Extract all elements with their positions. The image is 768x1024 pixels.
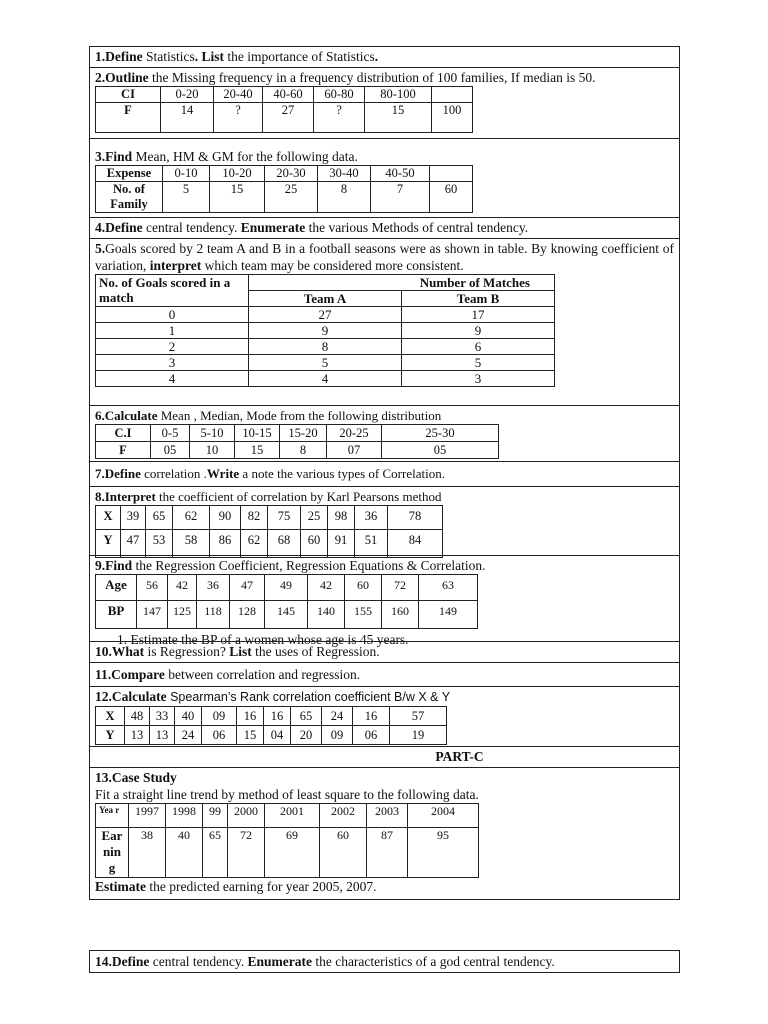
table-cell: 147 (137, 601, 168, 629)
table-cell: 48 (125, 707, 150, 726)
table-row (96, 575, 478, 601)
table-cell: 65 (203, 828, 228, 878)
table-cell: 78 (388, 506, 443, 530)
q-verb: Find (105, 149, 133, 164)
question-5 (89, 238, 680, 406)
table-cell: 95 (408, 828, 479, 878)
table-cell: 07 (327, 442, 382, 459)
table-cell: 16 (237, 707, 264, 726)
table-cell: 62 (173, 506, 210, 530)
question-2 (89, 67, 680, 139)
table-cell: 7 (371, 182, 430, 213)
table-cell: 5 (249, 355, 402, 371)
q-text: Mean , Median, Mode from the following distribution (157, 408, 442, 423)
q-number: 12. (95, 689, 112, 704)
table-cell: 1 (96, 323, 249, 339)
table-row (96, 355, 555, 371)
trend-table (95, 803, 479, 878)
q-text: central tendency. (142, 220, 241, 235)
q-number: 4. (95, 220, 106, 235)
table-header: Team A (249, 291, 402, 307)
table-cell: F (96, 442, 151, 459)
table-cell: 40-60 (263, 87, 314, 103)
table-cell: 3 (96, 355, 249, 371)
spearman-table (95, 706, 447, 745)
table-row (96, 425, 499, 442)
q-text: the Regression Coefficient, Regression Equations & Correlation. (132, 558, 486, 573)
q-text: the importance of Statistics (224, 49, 375, 64)
q-number: 3. (95, 149, 106, 164)
q-verb: Define (105, 49, 143, 64)
table-cell: 14 (161, 103, 214, 133)
table-cell: 13 (125, 726, 150, 745)
table-row (96, 828, 479, 878)
table-cell: 15 (235, 442, 280, 459)
question-13 (89, 767, 680, 900)
table-cell: 49 (265, 575, 308, 601)
table-cell: 42 (168, 575, 197, 601)
q-verb: List (198, 49, 225, 64)
q-number: 6. (95, 408, 105, 423)
table-cell: 40-50 (371, 166, 430, 182)
table-cell: Yea r (96, 804, 129, 828)
q-number: 11. (95, 667, 112, 682)
table-cell: 10-15 (235, 425, 280, 442)
table-cell: 24 (175, 726, 202, 745)
q-text: is Regression? (144, 644, 230, 659)
table-cell: 6 (402, 339, 555, 355)
table-cell: 90 (210, 506, 241, 530)
distribution-table (95, 424, 499, 459)
table-cell: 16 (264, 707, 291, 726)
table-row (96, 726, 447, 745)
table-cell: CI (96, 87, 161, 103)
table-cell: 160 (382, 601, 419, 629)
expense-table (95, 165, 473, 213)
table-cell: 9 (402, 323, 555, 339)
table-row (96, 103, 473, 133)
table-cell: 20-30 (265, 166, 318, 182)
table-cell: 19 (390, 726, 447, 745)
table-row (96, 307, 555, 323)
table-row (96, 804, 479, 828)
table-cell: 25 (301, 506, 328, 530)
q-verb: Define (111, 954, 150, 969)
q-number: 13. (95, 770, 112, 785)
table-row (96, 530, 443, 558)
table-cell: 10 (190, 442, 235, 459)
pearson-table (95, 505, 443, 558)
q-text: the various Methods of central tendency. (305, 220, 529, 235)
table-cell: 2004 (408, 804, 479, 828)
q-verb: Calculate (104, 408, 158, 423)
q-punct: . (374, 49, 379, 64)
table-cell: 149 (419, 601, 478, 629)
question-3 (89, 138, 680, 218)
table-cell: 68 (268, 530, 301, 558)
table-cell: 25 (265, 182, 318, 213)
table-cell: 15 (237, 726, 264, 745)
table-cell: X (96, 707, 125, 726)
table-cell: Expense (96, 166, 163, 182)
q-punct: . (194, 49, 199, 64)
q-text: between correlation and regression. (164, 667, 361, 682)
q-number: 9. (95, 558, 106, 573)
table-cell: 87 (367, 828, 408, 878)
question-4 (89, 217, 680, 239)
table-cell: 91 (328, 530, 355, 558)
table-cell: 47 (121, 530, 146, 558)
table-cell: 5 (402, 355, 555, 371)
table-cell: 2000 (228, 804, 265, 828)
section-title: PART-C (435, 749, 484, 764)
question-6 (89, 405, 680, 462)
q-number: 8. (95, 489, 105, 504)
table-cell: 1997 (129, 804, 166, 828)
table-cell: 58 (173, 530, 210, 558)
table-row (96, 707, 447, 726)
table-cell: 1998 (166, 804, 203, 828)
table-cell: 20-40 (214, 87, 263, 103)
q-text: the Missing frequency in a frequency distribution of 100 families, If median is 50. (148, 70, 596, 85)
sub-question: 1. Estimate the BP of a women whose age is 45 years. (117, 632, 409, 647)
table-cell: Ear nin g (96, 828, 129, 878)
table-cell: 84 (388, 530, 443, 558)
table-cell: 20 (291, 726, 322, 745)
table-cell: 09 (322, 726, 353, 745)
table-cell: 0 (96, 307, 249, 323)
table-row (96, 166, 473, 182)
table-cell: No. of Family (96, 182, 163, 213)
q-number: 7. (95, 466, 105, 481)
q-title: Case Study (111, 770, 177, 785)
table-cell: Y (96, 530, 121, 558)
table-cell: 125 (168, 601, 197, 629)
table-cell: 128 (230, 601, 265, 629)
q-verb: Estimate (95, 879, 146, 894)
table-cell: 5 (163, 182, 210, 213)
table-cell: 20-25 (327, 425, 382, 442)
table-cell: ? (214, 103, 263, 133)
table-cell: 0-5 (151, 425, 190, 442)
q-verb: Outline (105, 70, 149, 85)
table-cell: 62 (241, 530, 268, 558)
table-cell: 9 (249, 323, 402, 339)
table-cell: 60 (345, 575, 382, 601)
table-row (96, 182, 473, 213)
frequency-table (95, 86, 473, 133)
table-cell: 69 (265, 828, 320, 878)
table-cell: X (96, 506, 121, 530)
table-row (96, 87, 473, 103)
q-number: 5. (95, 241, 106, 256)
question-14 (89, 950, 680, 973)
q-verb: Calculate (111, 689, 167, 704)
question-8 (89, 486, 680, 556)
question-10 (89, 641, 680, 663)
table-cell: 2003 (367, 804, 408, 828)
table-cell: 118 (197, 601, 230, 629)
q-verb: List (229, 644, 252, 659)
table-cell: 65 (146, 506, 173, 530)
table-cell: 60 (301, 530, 328, 558)
table-cell: Age (96, 575, 137, 601)
table-cell: 39 (121, 506, 146, 530)
q-text: the predicted earning for year 2005, 2007. (146, 879, 377, 894)
table-cell: 3 (402, 371, 555, 387)
table-cell: 51 (355, 530, 388, 558)
table-row (96, 323, 555, 339)
q-text: the coefficient of correlation by Karl Pearsons method (155, 489, 442, 504)
table-cell: 2002 (320, 804, 367, 828)
q-text: Statistics (142, 49, 195, 64)
table-cell: 36 (355, 506, 388, 530)
table-cell: 15 (365, 103, 432, 133)
table-header: Team B (402, 291, 555, 307)
table-cell: 72 (382, 575, 419, 601)
table-row (96, 371, 555, 387)
table-header: No. of Goals scored in a match (96, 275, 249, 307)
table-cell: 25-30 (382, 425, 499, 442)
table-row (96, 339, 555, 355)
table-row (96, 506, 443, 530)
question-12 (89, 686, 680, 747)
table-cell: 27 (249, 307, 402, 323)
q-number: 1. (95, 49, 106, 64)
table-cell: 4 (96, 371, 249, 387)
table-cell: 36 (197, 575, 230, 601)
table-cell: BP (96, 601, 137, 629)
table-cell: 47 (230, 575, 265, 601)
question-7 (89, 461, 680, 487)
goals-table (95, 274, 555, 387)
table-cell: 72 (228, 828, 265, 878)
table-cell: 06 (202, 726, 237, 745)
table-cell: ? (314, 103, 365, 133)
table-cell: 04 (264, 726, 291, 745)
table-cell: 40 (166, 828, 203, 878)
table-cell: 60 (320, 828, 367, 878)
table-cell: 63 (419, 575, 478, 601)
table-cell (432, 87, 473, 103)
q-text: a note the various types of Correlation. (239, 466, 445, 481)
table-cell: 13 (150, 726, 175, 745)
table-cell: C.I (96, 425, 151, 442)
q-text: Mean, HM & GM for the following data. (132, 149, 358, 164)
table-cell: 100 (432, 103, 473, 133)
q-number: 2. (95, 70, 106, 85)
table-cell: 06 (353, 726, 390, 745)
q-text: Goals scored by 2 team A and B in a football seasons were as shown in table. By knowing coefficient of variation, (95, 241, 674, 273)
table-cell: 155 (345, 601, 382, 629)
q-text: Spearman’s Rank correlation coefficient B/w X & Y (166, 690, 451, 704)
table-cell (430, 166, 473, 182)
table-row (96, 275, 555, 291)
q-verb: Interpret (104, 489, 156, 504)
table-cell: 38 (129, 828, 166, 878)
table-cell: 5-10 (190, 425, 235, 442)
table-cell: 09 (202, 707, 237, 726)
table-cell: 15-20 (280, 425, 327, 442)
q-verb: Compare (111, 667, 165, 682)
table-cell: 8 (249, 339, 402, 355)
q-text: which team may be considered more consistent. (201, 258, 464, 273)
table-cell: 140 (308, 601, 345, 629)
q-verb: Write (206, 466, 240, 481)
table-cell: 53 (146, 530, 173, 558)
table-cell: 17 (402, 307, 555, 323)
table-cell: 0-20 (161, 87, 214, 103)
table-cell: 56 (137, 575, 168, 601)
table-cell: 60 (430, 182, 473, 213)
q-verb: Enumerate (247, 954, 312, 969)
q-verb: Enumerate (240, 220, 306, 235)
q-verb: Define (104, 466, 141, 481)
table-cell: 05 (382, 442, 499, 459)
q-number: 14. (95, 954, 112, 969)
q-text: the characteristics of a god central tendency. (311, 954, 555, 969)
table-cell: 75 (268, 506, 301, 530)
table-cell: 0-10 (163, 166, 210, 182)
table-cell: 27 (263, 103, 314, 133)
regression-table (95, 574, 478, 629)
q-text: central tendency. (149, 954, 248, 969)
table-row (96, 601, 478, 629)
table-cell: 65 (291, 707, 322, 726)
table-cell: 24 (322, 707, 353, 726)
q-verb: Find (105, 558, 133, 573)
table-cell: 16 (353, 707, 390, 726)
q-text: Fit a straight line trend by method of least square to the following data. (95, 787, 479, 802)
table-cell: 05 (151, 442, 190, 459)
question-11 (89, 662, 680, 687)
q-verb: What (111, 644, 145, 659)
table-cell: 8 (318, 182, 371, 213)
table-cell: 145 (265, 601, 308, 629)
table-cell: 4 (249, 371, 402, 387)
part-c-header (89, 746, 680, 768)
table-cell: 33 (150, 707, 175, 726)
q-number: 10. (95, 644, 112, 659)
table-row (96, 442, 499, 459)
table-header: Number of Matches (249, 275, 555, 291)
q-text: correlation . (140, 466, 207, 481)
question-1 (89, 46, 680, 68)
question-9 (89, 555, 680, 647)
table-cell: 82 (241, 506, 268, 530)
q-verb: interpret (149, 258, 202, 273)
table-cell: 60-80 (314, 87, 365, 103)
table-cell: 98 (328, 506, 355, 530)
table-cell: 10-20 (210, 166, 265, 182)
table-cell: 15 (210, 182, 265, 213)
table-cell: 57 (390, 707, 447, 726)
q-text: the uses of Regression. (251, 644, 380, 659)
table-cell: 40 (175, 707, 202, 726)
table-cell: 8 (280, 442, 327, 459)
table-cell: 86 (210, 530, 241, 558)
table-cell: 30-40 (318, 166, 371, 182)
table-cell: 42 (308, 575, 345, 601)
table-cell: Y (96, 726, 125, 745)
table-cell: 2001 (265, 804, 320, 828)
table-cell: 99 (203, 804, 228, 828)
table-cell: 80-100 (365, 87, 432, 103)
table-cell: 2 (96, 339, 249, 355)
table-cell: F (96, 103, 161, 133)
q-verb: Define (105, 220, 143, 235)
